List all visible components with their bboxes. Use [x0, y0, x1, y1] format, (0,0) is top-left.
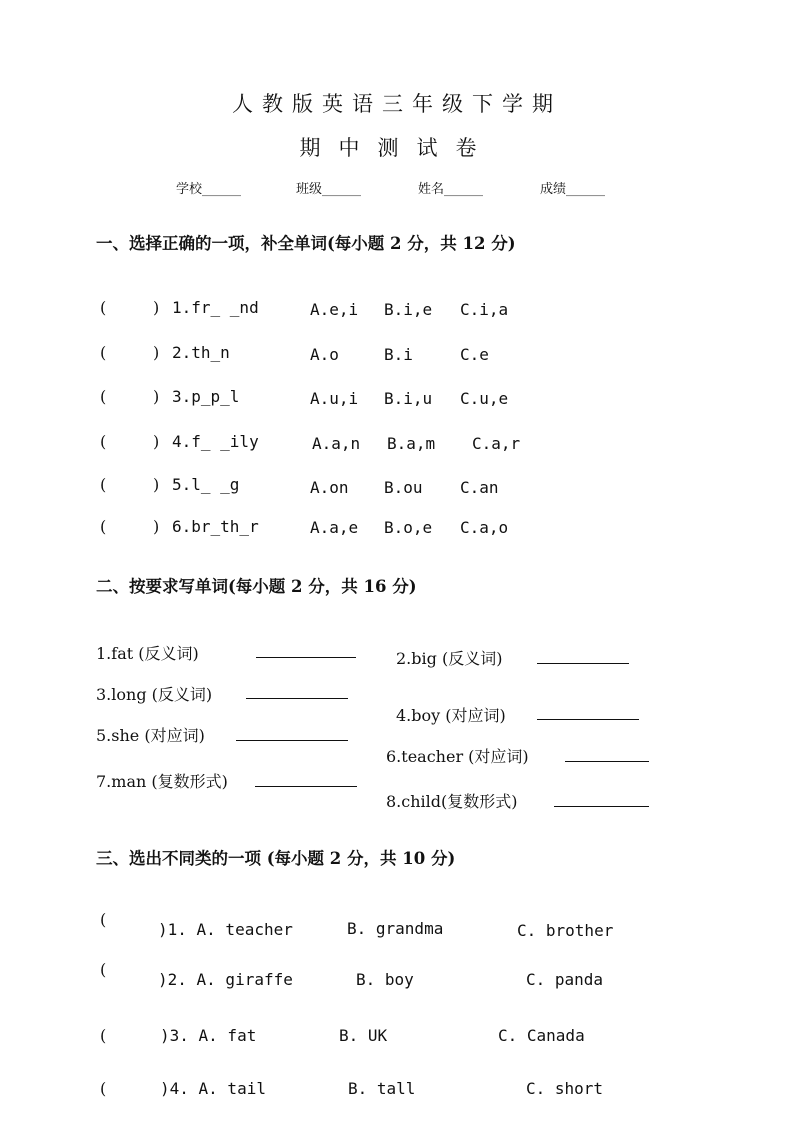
- question-text: 7.man (复数形式): [96, 772, 228, 791]
- answer-blank[interactable]: [554, 806, 649, 807]
- option-a: A.on: [310, 478, 349, 497]
- answer-blank[interactable]: [236, 740, 348, 741]
- question-text: 5.l_ _g: [172, 475, 240, 494]
- answer-blank[interactable]: [565, 761, 649, 762]
- option-c: C.u,e: [460, 389, 509, 408]
- answer-blank[interactable]: [256, 657, 356, 658]
- answer-blank[interactable]: [246, 698, 348, 699]
- option-a: A.o: [310, 345, 339, 364]
- answer-paren-open[interactable]: (: [100, 387, 107, 406]
- question-text: 4.boy (对应词): [396, 706, 506, 725]
- option-c: C.an: [460, 478, 499, 497]
- section2-heading: 二、按要求写单词(每小题 2 分，共 16 分): [96, 577, 417, 596]
- question-text: )4. A. tail: [160, 1079, 266, 1098]
- name-field[interactable]: 姓名______: [418, 182, 484, 197]
- answer-paren-close: ): [153, 387, 160, 406]
- answer-paren-open[interactable]: (: [100, 960, 107, 979]
- answer-paren-open[interactable]: (: [100, 343, 107, 362]
- answer-paren-close: ): [153, 432, 160, 451]
- option-c: C. short: [526, 1079, 604, 1098]
- option-b: B.i,u: [384, 389, 433, 408]
- answer-blank[interactable]: [537, 663, 629, 664]
- option-c: C. brother: [517, 921, 614, 940]
- school-field[interactable]: 学校______: [176, 182, 242, 197]
- option-b: B.ou: [384, 478, 423, 497]
- option-b: B.o,e: [384, 518, 433, 537]
- question-text: 3.long (反义词): [96, 685, 213, 704]
- answer-paren-open[interactable]: (: [100, 517, 107, 536]
- question-text: )1. A. teacher: [158, 920, 293, 939]
- answer-paren-open[interactable]: (: [100, 432, 107, 451]
- question-text: 2.th_n: [172, 343, 230, 362]
- option-a: A.a,n: [312, 434, 361, 453]
- question-text: 2.big (反义词): [396, 649, 503, 668]
- answer-paren-close: ): [153, 343, 160, 362]
- page-subtitle: 期中测试卷: [299, 136, 495, 160]
- answer-paren-open[interactable]: (: [100, 475, 107, 494]
- answer-paren-open[interactable]: (: [100, 910, 107, 929]
- answer-paren-close: ): [153, 517, 160, 536]
- option-c: C.a,r: [472, 434, 521, 453]
- option-c: C. panda: [526, 970, 604, 989]
- option-c: C.e: [460, 345, 489, 364]
- section3-heading: 三、选出不同类的一项 (每小题 2 分，共 10 分): [96, 849, 456, 868]
- question-text: 1.fat (反义词): [96, 644, 199, 663]
- question-text: 4.f_ _ily: [172, 432, 259, 451]
- answer-paren-open[interactable]: (: [100, 1026, 107, 1045]
- page-title: 人教版英语三年级下学期: [232, 92, 562, 116]
- answer-paren-close: ): [153, 298, 160, 317]
- question-text: 6.br_th_r: [172, 517, 259, 536]
- answer-blank[interactable]: [537, 719, 639, 720]
- section1-heading: 一、选择正确的一项，补全单词(每小题 2 分，共 12 分): [96, 234, 516, 253]
- question-text: 6.teacher (对应词): [386, 747, 529, 766]
- option-a: A.a,e: [310, 518, 359, 537]
- answer-paren-open[interactable]: (: [100, 1079, 107, 1098]
- option-b: B. UK: [339, 1026, 388, 1045]
- question-text: 1.fr_ _nd: [172, 298, 259, 317]
- option-b: B.i,e: [384, 300, 433, 319]
- answer-paren-close: ): [153, 475, 160, 494]
- option-c: C.a,o: [460, 518, 509, 537]
- option-a: A.u,i: [310, 389, 359, 408]
- option-c: C. Canada: [498, 1026, 585, 1045]
- option-c: C.i,a: [460, 300, 509, 319]
- class-field[interactable]: 班级______: [296, 182, 362, 197]
- question-text: )3. A. fat: [160, 1026, 257, 1045]
- answer-blank[interactable]: [255, 786, 357, 787]
- option-b: B.a,m: [387, 434, 436, 453]
- question-text: 8.child(复数形式): [386, 792, 518, 811]
- score-field[interactable]: 成绩______: [540, 182, 606, 197]
- answer-paren-open[interactable]: (: [100, 298, 107, 317]
- option-a: A.e,i: [310, 300, 359, 319]
- question-text: 3.p_p_l: [172, 387, 240, 406]
- question-text: 5.she (对应词): [96, 726, 205, 745]
- option-b: B.i: [384, 345, 413, 364]
- option-b: B. boy: [356, 970, 414, 989]
- option-b: B. grandma: [347, 919, 444, 938]
- question-text: )2. A. giraffe: [158, 970, 293, 989]
- option-b: B. tall: [348, 1079, 416, 1098]
